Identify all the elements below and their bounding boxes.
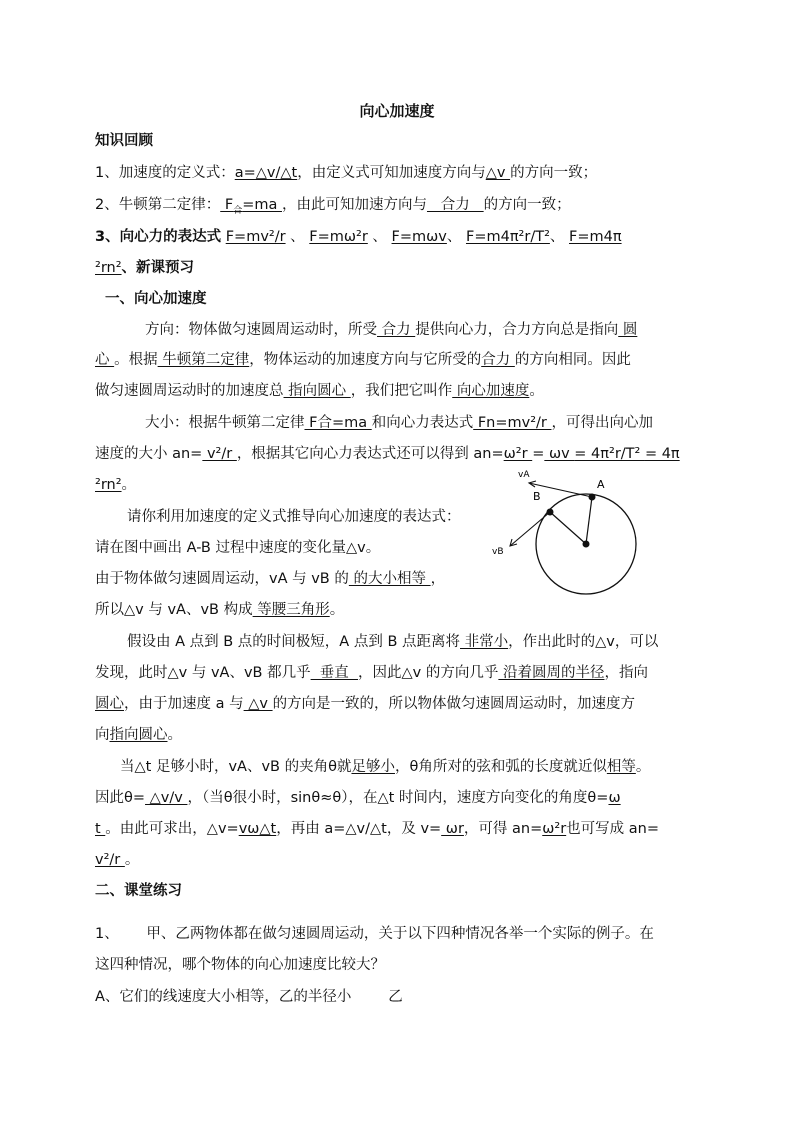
answer [220,197,282,216]
para-angle-4 [95,850,139,870]
answer: ω [608,790,621,806]
para-suppose-2 [95,663,648,683]
para-direction-3 [95,381,544,401]
text: 的方向一致； [510,165,598,181]
para-equal-speed [95,569,445,589]
answer: vω△t [238,821,277,837]
para-angle-1 [120,757,650,777]
section2-heading: 二、课堂练习 [95,883,182,899]
text: ，（当θ很小时，sinθ≈θ），在△t 时间内，速度方向变化的角度θ= [187,790,609,806]
answer: ²rn² [95,477,122,493]
para-angle-2 [95,788,621,808]
label-B: B [533,490,541,503]
question-1-line-1: 1、 甲、乙两物体都在做匀速圆周运动，关于以下四种情况各举一个实际的例子。在 [95,926,654,942]
formula: ²rn² [95,260,122,276]
text: 。根据 [114,352,158,368]
answer: a=△v/△t [234,165,298,181]
text: ， [430,571,446,587]
answer: 牛顿第二定律 [157,352,250,368]
label-vB: vB [492,547,504,557]
text: 速度的大小 an= [95,446,203,462]
answer: = 4π [644,446,680,462]
review-line-3-cont [95,258,194,278]
text: 发现，此时△v 与 vA、vB 都几乎 [95,665,311,681]
text: 的方向一致； [483,197,571,213]
subscript: 合 [233,205,243,216]
formula: F=m4π²r/T² [465,229,550,245]
formula: F=m4π [569,229,622,245]
answer: 足够小 [351,759,395,775]
answer: ωv [544,446,575,462]
text: 的方向是一致的，所以物体做匀速圆周运动时，加速度方 [272,696,636,712]
text: 方向：物体做匀速圆周运动时，所受 [145,322,377,338]
review-heading: 知识回顾 [95,133,153,149]
prompt-draw: 请在图中画出 A-B 过程中速度的变化量△v。 [95,540,381,556]
text: ，由于加速度 a 与 [124,696,244,712]
para-suppose-3 [95,694,635,714]
text: ，因此△v 的方向几乎 [358,665,499,681]
para-angle-3 [95,819,659,839]
text: 1、加速度的定义式： [95,165,235,181]
text: ，可得 an= [463,821,543,837]
answer: 指向圆心 [109,727,168,743]
radius-to-A [586,497,592,544]
review-line-2 [95,195,571,215]
answer: v²/r [95,852,125,868]
answer: 心 [95,352,115,368]
answer: 圆 [618,322,638,338]
answer: 指向圆心 [283,383,351,399]
text: ，可得出向心加 [551,415,653,431]
prompt-derive: 请你利用加速度的定义式推导向心加速度的表达式： [127,509,461,525]
answer: 向心加速度 [452,383,530,399]
text: 、新课预习 [121,260,195,276]
text: ，物体运动的加速度方向与它所受的 [249,352,482,368]
answer: 合力 [377,322,416,338]
para-suppose-1 [127,632,658,652]
text: 。 [329,602,345,618]
answer: 垂直 [310,665,359,681]
answer: = 4π²r/T² [574,446,645,462]
text: ，根据其它向心力表达式还可以得到 an= [236,446,504,462]
text: 。 [124,852,140,868]
formula: F=mω²r [309,229,368,245]
answer: 非常小 [460,634,509,650]
answer: △v/v [145,790,188,806]
text: 2、牛顿第二定律： [95,197,221,213]
answer: 相等 [606,759,636,775]
radius-to-B [550,512,586,544]
text: 向 [95,727,110,743]
text: ，由定义式可知加速度方向与 [297,165,486,181]
label-A: A [597,478,605,491]
review-line-1 [95,163,597,183]
text: ，作出此时的△v，可以 [508,634,659,650]
velocity-B-vector [510,512,550,546]
para-triangle [95,600,344,620]
answer: t [95,821,106,837]
text: 假设由 A 点到 B 点的时间极短，A 点到 B 点距离将 [127,634,460,650]
text: = [532,446,545,462]
text: 由于物体做匀速圆周运动，vA 与 vB 的 [95,571,349,587]
text: 所以△v 与 vA、vB 构成 [95,602,253,618]
text: ，再由 a=△v/△t，及 v= [276,821,442,837]
answer: v²/r [202,446,237,462]
answer: ω²r [542,821,567,837]
review-line-3: 3、向心力的表达式 F=mv²/r 、 F=mω²r 、 F=mωv、 F=m4π²r/T²、 F=m4π [95,229,622,245]
text: 。 [635,759,651,775]
para-direction-2 [95,350,631,370]
para-direction-1 [145,320,637,340]
label-vA: vA [518,470,530,480]
question-1-line-2: 这四种情况，哪个物体的向心加速度比较大？ [95,957,385,973]
answer: F合=ma [304,415,372,431]
answer: 等腰三角形 [252,602,330,618]
answer: 的大小相等 [348,571,431,587]
text: 因此θ= [95,790,146,806]
para-magnitude-2 [95,444,680,464]
para-suppose-4 [95,725,182,745]
option-a: A、它们的线速度大小相等，乙的半径小 乙 [95,989,403,1005]
answer: 合力 [481,352,515,368]
text: 。由此可求出，△v= [105,821,239,837]
text: F [220,197,234,213]
text: 3、向心力的表达式 [95,229,222,245]
answer: △v [485,165,511,181]
para-magnitude-3 [95,475,136,495]
circular-motion-figure [488,462,648,602]
text: =ma [242,197,282,213]
text: ，我们把它叫作 [350,383,453,399]
text: 。 [167,727,182,743]
text: ，θ角所对的弦和弧的长度就近似 [394,759,607,775]
text: 的方向相同。因此 [514,352,631,368]
answer: Fn=mv²/r [473,415,552,431]
answer: ω²r [503,446,533,462]
text: 提供向心力，合力方向总是指向 [415,322,619,338]
text: 做匀速圆周运动时的加速度总 [95,383,284,399]
answer: 沿着圆周的半径 [498,665,605,681]
answer: △v [243,696,273,712]
text: ，由此可知加速方向与 [281,197,427,213]
text: 和向心力表达式 [371,415,474,431]
formula: F=mωv [391,229,447,245]
text: 。 [529,383,544,399]
answer: 合力 [426,197,484,213]
answer: 圆心 [95,696,124,712]
formula: F=mv²/r [225,229,286,245]
text: 也可写成 an= [566,821,660,837]
page-title: 向心加速度 [359,102,435,120]
para-magnitude-1 [145,413,653,433]
text: 当△t 足够小时，vA、vB 的夹角θ就 [120,759,352,775]
text: ，指向 [604,665,648,681]
section1-heading: 一、向心加速度 [105,291,207,307]
text: 大小：根据牛顿第二定律 [145,415,305,431]
text: 。 [121,477,137,493]
answer: ωr [441,821,464,837]
